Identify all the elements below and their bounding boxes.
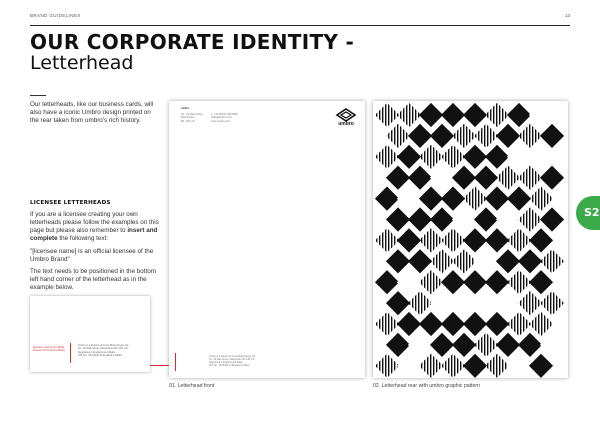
section-tab-label: S2	[584, 206, 600, 219]
red-connector-line	[150, 365, 169, 366]
licensee-text-c: the following text:	[57, 235, 109, 242]
licensee-letterhead-example	[30, 296, 150, 372]
page-number: 13	[564, 13, 570, 18]
letterhead-footer-2: 16 - 20 Dale Street, Manchester M1 1JR, UK	[209, 359, 255, 361]
umbro-logo-text: umbro	[338, 121, 354, 127]
letterhead-contact-1: T: +44 (0)161 000 0000	[211, 113, 238, 116]
mini-line-1: Umbro is a division of Iconix Brand Group Ltd	[78, 344, 129, 347]
page-title: OUR CORPORATE IDENTITY -	[30, 30, 355, 54]
licensee-heading: LICENSEE LETTERHEADS	[30, 200, 111, 206]
letterhead-footer-3: Registered in England and Wales	[209, 362, 244, 364]
letterhead-footer-1: Umbro is a division of Iconix Brand Group Ltd	[209, 356, 256, 358]
licensee-paragraph-1	[30, 211, 160, 243]
mini-line-2: 16 - 20 Dale Street, Manchester M1 1JR, UK	[78, 347, 128, 351]
letterhead-brand-small: umbro	[181, 107, 190, 110]
page-subtitle: Letterhead	[30, 52, 134, 74]
letterhead-contact-2: hello@umbro.com	[211, 116, 233, 120]
licensee-text-complete: complete	[30, 235, 58, 242]
letterhead-rear	[373, 101, 568, 378]
mini-line-4: VAT No.: 243 8040 14 England & Wales	[78, 353, 123, 357]
header-section-label: BRAND GUIDELINES	[30, 13, 81, 18]
letterhead-addr-2: Manchester	[181, 116, 195, 120]
letterhead-front	[169, 101, 365, 378]
intro-divider	[30, 95, 46, 96]
letterhead-addr-1: 16 - 20 Dale Street	[181, 113, 203, 116]
header-divider	[30, 25, 570, 26]
mini-line-3: Registered in England and Wales	[78, 350, 116, 354]
umbro-graphic-pattern	[373, 101, 568, 378]
red-bracket	[70, 343, 71, 363]
section-tab[interactable]	[576, 196, 600, 230]
caption-front: 01. Letterhead front	[169, 383, 215, 389]
licensee-text-a: If you are a licensee creating your own letterheads please follow the examples on this page but please also remember to	[30, 211, 159, 234]
letterhead-footer-4: VAT No.: 243 8040 14 England & Wales	[209, 365, 250, 367]
caption-rear: 02. Letterhead rear with umbro graphic pattern	[373, 383, 480, 389]
letterhead-addr-3: M1 1JR, UK	[181, 119, 195, 123]
letterhead-contact-3: www.umbro.com	[211, 119, 231, 123]
letterhead-red-bracket	[175, 353, 176, 371]
intro-paragraph: Our letterheads, like our business cards, will also have a iconic Umbro design printed on the rear taken from umbro's rich history.	[30, 101, 154, 124]
licensee-paragraph-3: The text needs to be positioned in the bottom left hand corner of the letterhead as in the example below.	[30, 268, 157, 291]
licensee-red-note: [licensee name] is an official licensee of the Umbro Brand	[33, 346, 65, 353]
licensee-text-insert: insert and	[127, 227, 158, 234]
licensee-paragraph-2: "[licensee name] is an official licensee of the Umbro Brand"	[30, 248, 154, 263]
